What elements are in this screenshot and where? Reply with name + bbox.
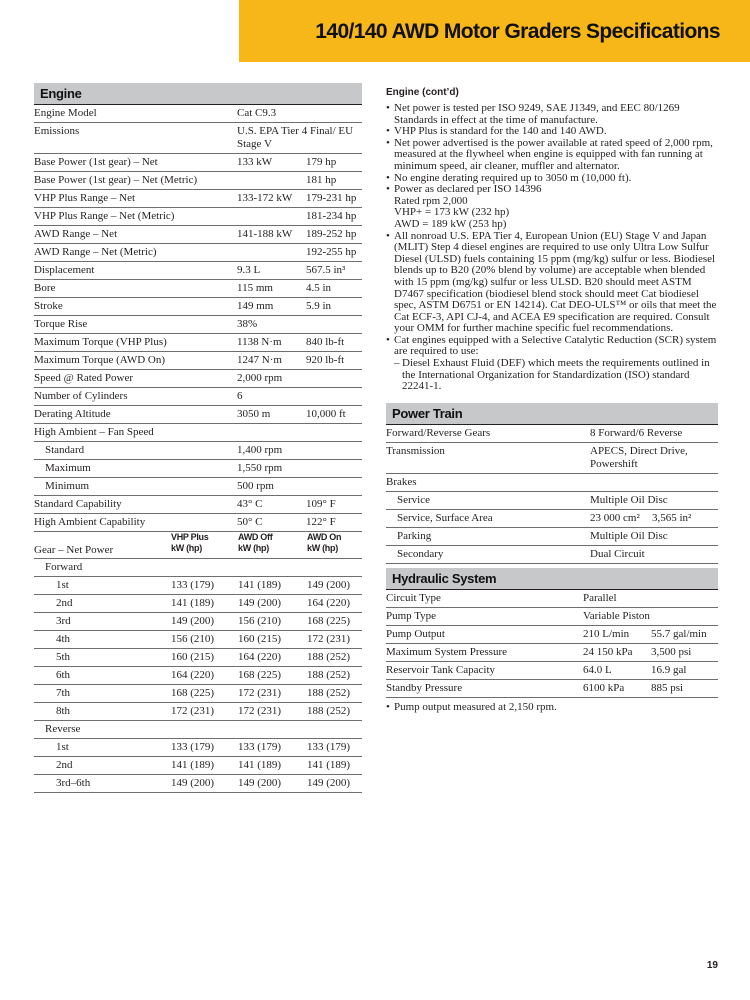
power-train-row bbox=[386, 443, 718, 474]
right-column bbox=[386, 87, 718, 713]
spec-value-metric: 141-188 kW bbox=[237, 228, 293, 240]
spec-label: Bore bbox=[34, 282, 56, 294]
spec-value-imperial bbox=[306, 444, 362, 457]
vhp-plus-power: 168 (225) bbox=[171, 687, 215, 699]
spec-value-imperial: 920 lb-ft bbox=[306, 354, 345, 366]
spec-label: Minimum bbox=[45, 480, 90, 492]
vhp-plus-power: 141 (189) bbox=[171, 759, 215, 771]
gear-name: 1st bbox=[56, 579, 69, 591]
spec-value-imperial: 4.5 in bbox=[306, 282, 332, 294]
engine-note: • VHP Plus is standard for the 140 and 140 AWD. bbox=[386, 126, 718, 138]
spec-value-metric bbox=[237, 174, 306, 187]
awd-off-header: AWD Off kW (hp) bbox=[238, 532, 273, 553]
vhp-plus-power: 149 (200) bbox=[171, 615, 215, 627]
gear-name: 4th bbox=[56, 633, 71, 645]
awd-on-power: 141 (189) bbox=[307, 759, 351, 771]
spec-value-metric: 38% bbox=[237, 318, 258, 330]
power-train-value: 8 Forward/6 Reverse bbox=[590, 426, 683, 439]
power-train-value-metric: 23 000 cm² bbox=[590, 511, 640, 524]
spec-value-imperial bbox=[306, 480, 362, 493]
power-train-value: Multiple Oil Disc bbox=[590, 493, 668, 506]
awd-on-power bbox=[307, 723, 362, 736]
spec-value-imperial bbox=[306, 318, 362, 331]
spec-value-imperial: 179 hp bbox=[306, 156, 337, 168]
awd-on-power: 133 (179) bbox=[307, 741, 351, 753]
power-train-label: Service, Surface Area bbox=[397, 511, 493, 524]
hydraulic-heading: Hydraulic System bbox=[386, 568, 718, 590]
spec-value-metric: 2,000 rpm bbox=[237, 372, 283, 384]
hydraulic-value-imperial: 3,500 psi bbox=[651, 645, 692, 658]
hydraulic-value-imperial: 16.9 gal bbox=[651, 663, 687, 676]
hydraulic-label: Pump Output bbox=[386, 627, 445, 640]
spec-value-imperial: 122° F bbox=[306, 516, 336, 528]
awd-off-power: 160 (215) bbox=[238, 633, 282, 645]
spec-value-imperial bbox=[306, 390, 362, 403]
spec-value-metric bbox=[237, 426, 306, 439]
gear-row bbox=[34, 613, 362, 631]
spec-row bbox=[34, 370, 362, 388]
power-train-label: Parking bbox=[397, 529, 432, 542]
gear-row bbox=[34, 775, 362, 793]
engine-heading: Engine bbox=[34, 83, 362, 105]
spec-value-imperial bbox=[306, 462, 362, 475]
gear-row bbox=[34, 739, 362, 757]
power-train-value: APECS, Direct Drive, Powershift bbox=[590, 444, 688, 470]
vhp-plus-header: VHP Plus kW (hp) bbox=[171, 532, 209, 553]
gear-name: 7th bbox=[56, 687, 71, 699]
gear-name: 1st bbox=[56, 741, 69, 753]
engine-note: • Power as declared per ISO 14396 Rated rpm 2,000 VHP+ = 173 kW (232 hp) AWD = 189 kW (253 hp) bbox=[386, 184, 718, 230]
spec-row bbox=[34, 406, 362, 424]
spec-label: Stroke bbox=[34, 300, 63, 312]
spec-label: Maximum Torque (VHP Plus) bbox=[34, 336, 167, 348]
spec-value-imperial: 189-252 hp bbox=[306, 228, 357, 240]
vhp-plus-power bbox=[171, 561, 238, 574]
power-train-row bbox=[386, 474, 718, 492]
spec-value: U.S. EPA Tier 4 Final/ EU Stage V bbox=[237, 125, 354, 150]
gear-row bbox=[34, 649, 362, 667]
awd-on-power: 188 (252) bbox=[307, 687, 351, 699]
hydraulic-label: Maximum System Pressure bbox=[386, 645, 507, 658]
awd-off-power bbox=[238, 561, 307, 574]
awd-off-power: 141 (189) bbox=[238, 579, 282, 591]
power-train-heading: Power Train bbox=[386, 403, 718, 425]
gear-row bbox=[34, 757, 362, 775]
spec-value-imperial: 840 lb-ft bbox=[306, 336, 345, 348]
spec-value-imperial: 181-234 hp bbox=[306, 210, 357, 222]
spec-row bbox=[34, 208, 362, 226]
hydraulic-value-metric: 24 150 kPa bbox=[583, 645, 633, 658]
gear-label: Gear – Net Power bbox=[34, 544, 114, 556]
spec-label: Derating Altitude bbox=[34, 408, 111, 420]
awd-off-power: 164 (220) bbox=[238, 651, 282, 663]
vhp-plus-power: 156 (210) bbox=[171, 633, 215, 645]
vhp-plus-power: 172 (231) bbox=[171, 705, 215, 717]
spec-row bbox=[34, 280, 362, 298]
power-train-label: Brakes bbox=[386, 475, 417, 488]
spec-value-metric: 500 rpm bbox=[237, 480, 274, 492]
spec-label: Emissions bbox=[34, 125, 80, 137]
spec-value-metric: 149 mm bbox=[237, 300, 274, 312]
spec-value-metric: 1247 N·m bbox=[237, 354, 282, 366]
spec-value-metric: 43° C bbox=[237, 498, 263, 510]
awd-off-power: 172 (231) bbox=[238, 687, 282, 699]
title-banner bbox=[239, 0, 750, 62]
spec-value-metric: 1,400 rpm bbox=[237, 444, 283, 456]
spec-label: Standard bbox=[45, 444, 85, 456]
spec-row bbox=[34, 262, 362, 280]
hydraulic-label: Reservoir Tank Capacity bbox=[386, 663, 495, 676]
power-train-value bbox=[590, 476, 718, 489]
spec-value-imperial: 567.5 in³ bbox=[306, 264, 346, 276]
spec-value-metric: 133 kW bbox=[237, 156, 273, 168]
spec-row bbox=[34, 172, 362, 190]
hydraulic-row bbox=[386, 662, 718, 680]
spec-value-imperial: 5.9 in bbox=[306, 300, 332, 312]
power-train-label: Service bbox=[397, 493, 430, 506]
hydraulic-value: Parallel bbox=[583, 591, 617, 604]
vhp-plus-power: 133 (179) bbox=[171, 741, 215, 753]
awd-on-power: 149 (200) bbox=[307, 777, 351, 789]
spec-label: AWD Range – Net (Metric) bbox=[34, 246, 157, 258]
hydraulic-row bbox=[386, 608, 718, 626]
vhp-plus-power: 149 (200) bbox=[171, 777, 215, 789]
spec-label: AWD Range – Net bbox=[34, 228, 118, 240]
awd-off-power: 149 (200) bbox=[238, 597, 282, 609]
spec-label: Base Power (1st gear) – Net (Metric) bbox=[34, 174, 198, 186]
spec-row bbox=[34, 298, 362, 316]
engine-spec-table bbox=[34, 105, 362, 532]
spec-label: High Ambient – Fan Speed bbox=[34, 426, 154, 438]
spec-label: Base Power (1st gear) – Net bbox=[34, 156, 158, 168]
awd-off-power: 133 (179) bbox=[238, 741, 282, 753]
awd-on-power: 188 (252) bbox=[307, 669, 351, 681]
gear-row bbox=[34, 703, 362, 721]
spec-row bbox=[34, 154, 362, 172]
engine-sub-note: – Diesel Exhaust Fluid (DEF) which meets the requirements outlined in the International Organization for Standardization (ISO) standard 22241-1. bbox=[394, 357, 710, 393]
spec-value-metric: 6 bbox=[237, 390, 243, 402]
spec-value-imperial: 179-231 hp bbox=[306, 192, 357, 204]
hydraulic-row bbox=[386, 626, 718, 644]
spec-row bbox=[34, 388, 362, 406]
spec-value-metric bbox=[237, 246, 306, 259]
awd-off-power bbox=[238, 723, 307, 736]
gear-row bbox=[34, 577, 362, 595]
gear-row bbox=[34, 721, 362, 739]
awd-on-power: 188 (252) bbox=[307, 705, 351, 717]
awd-off-power: 168 (225) bbox=[238, 669, 282, 681]
hydraulic-row bbox=[386, 644, 718, 662]
spec-value-metric: 115 mm bbox=[237, 282, 273, 294]
dash-mark: – bbox=[394, 357, 400, 370]
spec-row bbox=[34, 352, 362, 370]
spec-row bbox=[34, 316, 362, 334]
awd-on-power: 172 (231) bbox=[307, 633, 351, 645]
gear-table-header bbox=[34, 532, 362, 559]
awd-off-power: 156 (210) bbox=[238, 615, 282, 627]
spec-row bbox=[34, 105, 362, 123]
hydraulic-table bbox=[386, 590, 718, 698]
spec-value-metric: 133-172 kW bbox=[237, 192, 293, 204]
spec-label: Torque Rise bbox=[34, 318, 88, 330]
gear-name: 2nd bbox=[56, 597, 73, 609]
vhp-plus-power: 164 (220) bbox=[171, 669, 215, 681]
spec-value-metric bbox=[237, 210, 306, 223]
spec-value-imperial: 10,000 ft bbox=[306, 408, 346, 420]
spec-label: High Ambient Capability bbox=[34, 516, 146, 528]
spec-row bbox=[34, 442, 362, 460]
power-train-row bbox=[386, 528, 718, 546]
spec-label: Engine Model bbox=[34, 107, 97, 119]
gear-name: 2nd bbox=[56, 759, 73, 771]
hydraulic-label: Standby Pressure bbox=[386, 681, 463, 694]
gear-name: 6th bbox=[56, 669, 71, 681]
gear-name: 8th bbox=[56, 705, 71, 717]
gear-name: 3rd bbox=[56, 615, 71, 627]
page-number: 19 bbox=[706, 960, 718, 971]
spec-label: Standard Capability bbox=[34, 498, 122, 510]
hydraulic-notes-list bbox=[386, 702, 718, 714]
awd-on-power: 164 (220) bbox=[307, 597, 351, 609]
hydraulic-value-metric: 210 L/min bbox=[583, 627, 630, 640]
hydraulic-value-metric: 64.0 L bbox=[583, 663, 612, 676]
hydraulic-label: Circuit Type bbox=[386, 591, 441, 604]
engine-notes-list bbox=[386, 103, 718, 393]
hydraulic-value: Variable Piston bbox=[583, 609, 650, 622]
spec-value-imperial: 109° F bbox=[306, 498, 336, 510]
spec-row bbox=[34, 514, 362, 532]
hydraulic-label: Pump Type bbox=[386, 609, 437, 622]
power-train-row bbox=[386, 492, 718, 510]
spec-label: Speed @ Rated Power bbox=[34, 372, 134, 384]
engine-note: • Net power advertised is the power available at rated speed of 2,000 rpm, measured at the flywheel when engine is equipped with fan running at minimum speed, air cleaner, muffler and alternator. bbox=[386, 138, 718, 173]
spec-label: VHP Plus Range – Net bbox=[34, 192, 136, 204]
vhp-plus-power: 160 (215) bbox=[171, 651, 215, 663]
power-train-row bbox=[386, 546, 718, 564]
gear-power-table bbox=[34, 559, 362, 793]
spec-row bbox=[34, 190, 362, 208]
spec-row bbox=[34, 460, 362, 478]
gear-name: 5th bbox=[56, 651, 71, 663]
gear-name: 3rd–6th bbox=[56, 777, 91, 789]
spec-value-metric: 3050 m bbox=[237, 408, 271, 420]
spec-label: VHP Plus Range – Net (Metric) bbox=[34, 210, 175, 222]
spec-label: Displacement bbox=[34, 264, 95, 276]
gear-row bbox=[34, 667, 362, 685]
spec-label: Maximum bbox=[45, 462, 91, 474]
engine-note: • No engine derating required up to 3050 m (10,000 ft). bbox=[386, 173, 718, 185]
gear-row bbox=[34, 631, 362, 649]
vhp-plus-power: 133 (179) bbox=[171, 579, 215, 591]
spec-row bbox=[34, 226, 362, 244]
gear-name: Reverse bbox=[45, 723, 81, 735]
spec-value-imperial: 181 hp bbox=[306, 174, 337, 186]
awd-off-power: 141 (189) bbox=[238, 759, 282, 771]
hydraulic-value-imperial: 885 psi bbox=[651, 681, 684, 694]
awd-on-power: 168 (225) bbox=[307, 615, 351, 627]
spec-label: Maximum Torque (AWD On) bbox=[34, 354, 166, 366]
gear-row bbox=[34, 685, 362, 703]
engine-contd-heading: Engine (cont’d) bbox=[386, 87, 459, 98]
hydraulic-row bbox=[386, 590, 718, 608]
engine-note: • Net power is tested per ISO 9249, SAE J1349, and EEC 80/1269 Standards in effect at the time of manufacture. bbox=[386, 103, 718, 126]
spec-row bbox=[34, 424, 362, 442]
power-train-label: Secondary bbox=[397, 547, 444, 560]
awd-on-power: 149 (200) bbox=[307, 579, 351, 591]
vhp-plus-power bbox=[171, 723, 238, 736]
power-train-row bbox=[386, 425, 718, 443]
spec-value-imperial bbox=[306, 372, 362, 385]
spec-row bbox=[34, 244, 362, 262]
left-column bbox=[34, 83, 362, 793]
power-train-label: Transmission bbox=[386, 444, 445, 457]
vhp-plus-power: 141 (189) bbox=[171, 597, 215, 609]
hydraulic-note: • Pump output measured at 2,150 rpm. bbox=[386, 702, 718, 714]
spec-value-metric: 1138 N·m bbox=[237, 336, 282, 348]
spec-value-imperial bbox=[306, 426, 362, 439]
power-train-table bbox=[386, 425, 718, 564]
hydraulic-value-metric: 6100 kPa bbox=[583, 681, 625, 694]
hydraulic-row bbox=[386, 680, 718, 698]
power-train-value: Multiple Oil Disc bbox=[590, 529, 668, 542]
awd-off-power: 149 (200) bbox=[238, 777, 282, 789]
page-title: 140/140 AWD Motor Graders Specifications bbox=[315, 20, 720, 43]
awd-off-power: 172 (231) bbox=[238, 705, 282, 717]
spec-label: Number of Cylinders bbox=[34, 390, 128, 402]
spec-value: Cat C9.3 bbox=[237, 107, 277, 119]
awd-on-header: AWD On kW (hp) bbox=[307, 532, 342, 553]
power-train-value-imperial: 3,565 in² bbox=[652, 511, 692, 524]
gear-row bbox=[34, 595, 362, 613]
awd-on-power bbox=[307, 561, 362, 574]
power-train-label: Forward/Reverse Gears bbox=[386, 426, 491, 439]
spec-value-metric: 1,550 rpm bbox=[237, 462, 283, 474]
awd-on-power: 188 (252) bbox=[307, 651, 351, 663]
power-train-row bbox=[386, 510, 718, 528]
engine-note: • Cat engines equipped with a Selective Catalytic Reduction (SCR) system are required to use: – Diesel Exhaust Fluid (DEF) which meets the requirements outlined in the International Organization for Standardization (ISO) standard 22241-1. bbox=[386, 335, 718, 393]
engine-note: • All nonroad U.S. EPA Tier 4, European Union (EU) Stage V and Japan (MLIT) Step 4 diesel engines are required to use only Ultra Low Sulfur Diesel (ULSD) fuels containing 15 ppm (mg/kg) sulfur or less. Biodiesel blends up to B20 (20% blend by volume) are acceptable when blended with 15 ppm (mg/kg) sulfur or less ULSD. B20 should meet ASTM D7467 specification (biodiesel blend stock should meet Cat biodiesel spec, ASTM D6751 or EN 14214). Cat DEO-ULS™ or oils that meet the Cat ECF-3, API CJ-4, and ACEA E9 specification are required. Consult your OMM for further machine specific fuel recommendations. bbox=[386, 231, 718, 335]
spec-row bbox=[34, 478, 362, 496]
power-train-value: Dual Circuit bbox=[590, 547, 645, 560]
hydraulic-value-imperial: 55.7 gal/min bbox=[651, 627, 707, 640]
gear-row bbox=[34, 559, 362, 577]
spec-value-metric: 9.3 L bbox=[237, 264, 261, 276]
spec-row bbox=[34, 334, 362, 352]
spec-value-imperial: 192-255 hp bbox=[306, 246, 357, 258]
gear-name: Forward bbox=[45, 561, 83, 573]
spec-row bbox=[34, 123, 362, 154]
spec-row bbox=[34, 496, 362, 514]
spec-value-metric: 50° C bbox=[237, 516, 263, 528]
